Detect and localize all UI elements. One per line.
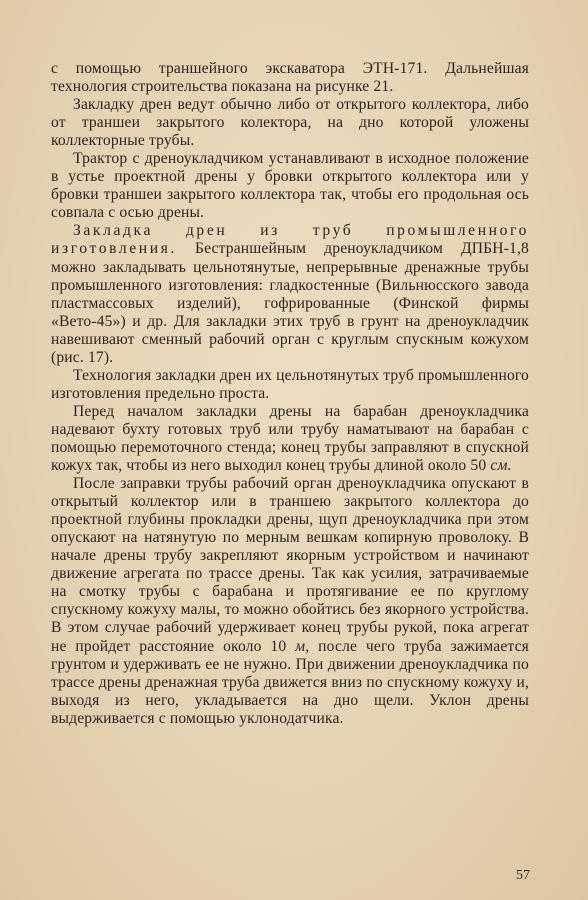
paragraph-continuation: с помощью траншейного экскаватора ЭТН-171. Дальнейшая технология строительства показана на рисунке 21. [51,60,529,96]
section-heading: Закладка дрен из труб промышленного изготовления. [51,222,529,258]
paragraph-after-threading [51,475,529,728]
paragraph-body-cont: после чего труба зажимается грунтом и удерживать ее не нужно. При движении дреноукладчика по трассе дрены дренажная труба движется вниз по спускному кожуху и, выходя из него, укладывается на дно щели. Уклон дрены выдерживается с помощью уклонодатчика. [51,637,529,727]
paragraph-tractor-position: Трактор с дреноукладчиком устанавливают в исходное положение в устье проектной дрены у бровки открытого коллектора или у бровки траншеи закрытого коллектора так, чтобы его продольная ось совпала с осью дрены. [51,150,529,222]
paragraph-industrial-pipes [51,222,529,366]
paragraph-body: Перед началом закладки дрены на барабан дреноукладчика надевают бухту готовых труб или трубу наматывают на барабан с помощью перемоточного стенда; конец трубы заправляют в спускной кожух так, чтобы из него выходил конец трубы длиной около 50 [51,402,529,475]
paragraph-before-laying [51,403,529,475]
paragraph-technology-simple: Технология закладки дрен их цельнотянутых труб промышленного изготовления предельно проста. [51,366,529,402]
page-text-block [51,60,529,728]
unit-cm: см. [490,457,512,475]
paragraph-drain-laying: Закладку дрен ведут обычно либо от открытого коллектора, либо от траншеи закрытого колектора, на дно которой уложены коллекторные трубы. [51,96,529,150]
paragraph-body: После заправки трубы рабочий орган дреноукладчика опускают в открытый коллектор или в траншею закрытого коллектора до проектной глубины прокладки дрены, щуп дреноукладчика при этом опускают на натянутую по мерным вешкам копирную проволоку. В начале дрены трубу закрепляют якорным устройством и начинают движение агрегата по трассе дрены. Так как усилия, затрачиваемые на смотку трубы с барабана и протягивание ее по круглому спускному кожуху малы, то можно обойтись без якорного устройства. В этом случае рабочий удерживает конец трубы рукой, пока агрегат не пройдет расстояние около 10 [51,475,529,655]
paragraph-body: Бестраншейным дреноукладчиком ДПБН-1,8 можно закладывать цельнотянутые, непрерывные дренажные трубы промышленного изготовления: гладкостенные (Вильнюсского завода пластмассовых изделий), гофрированные (Финской фирмы «Вето-45») и др. Для закладки этих труб в грунт на дреноукладчик навешивают сменный рабочий орган с круглым спускным кожухом (рис. 17). [51,240,529,366]
unit-m: м, [295,637,310,655]
page-number: 57 [516,868,530,883]
